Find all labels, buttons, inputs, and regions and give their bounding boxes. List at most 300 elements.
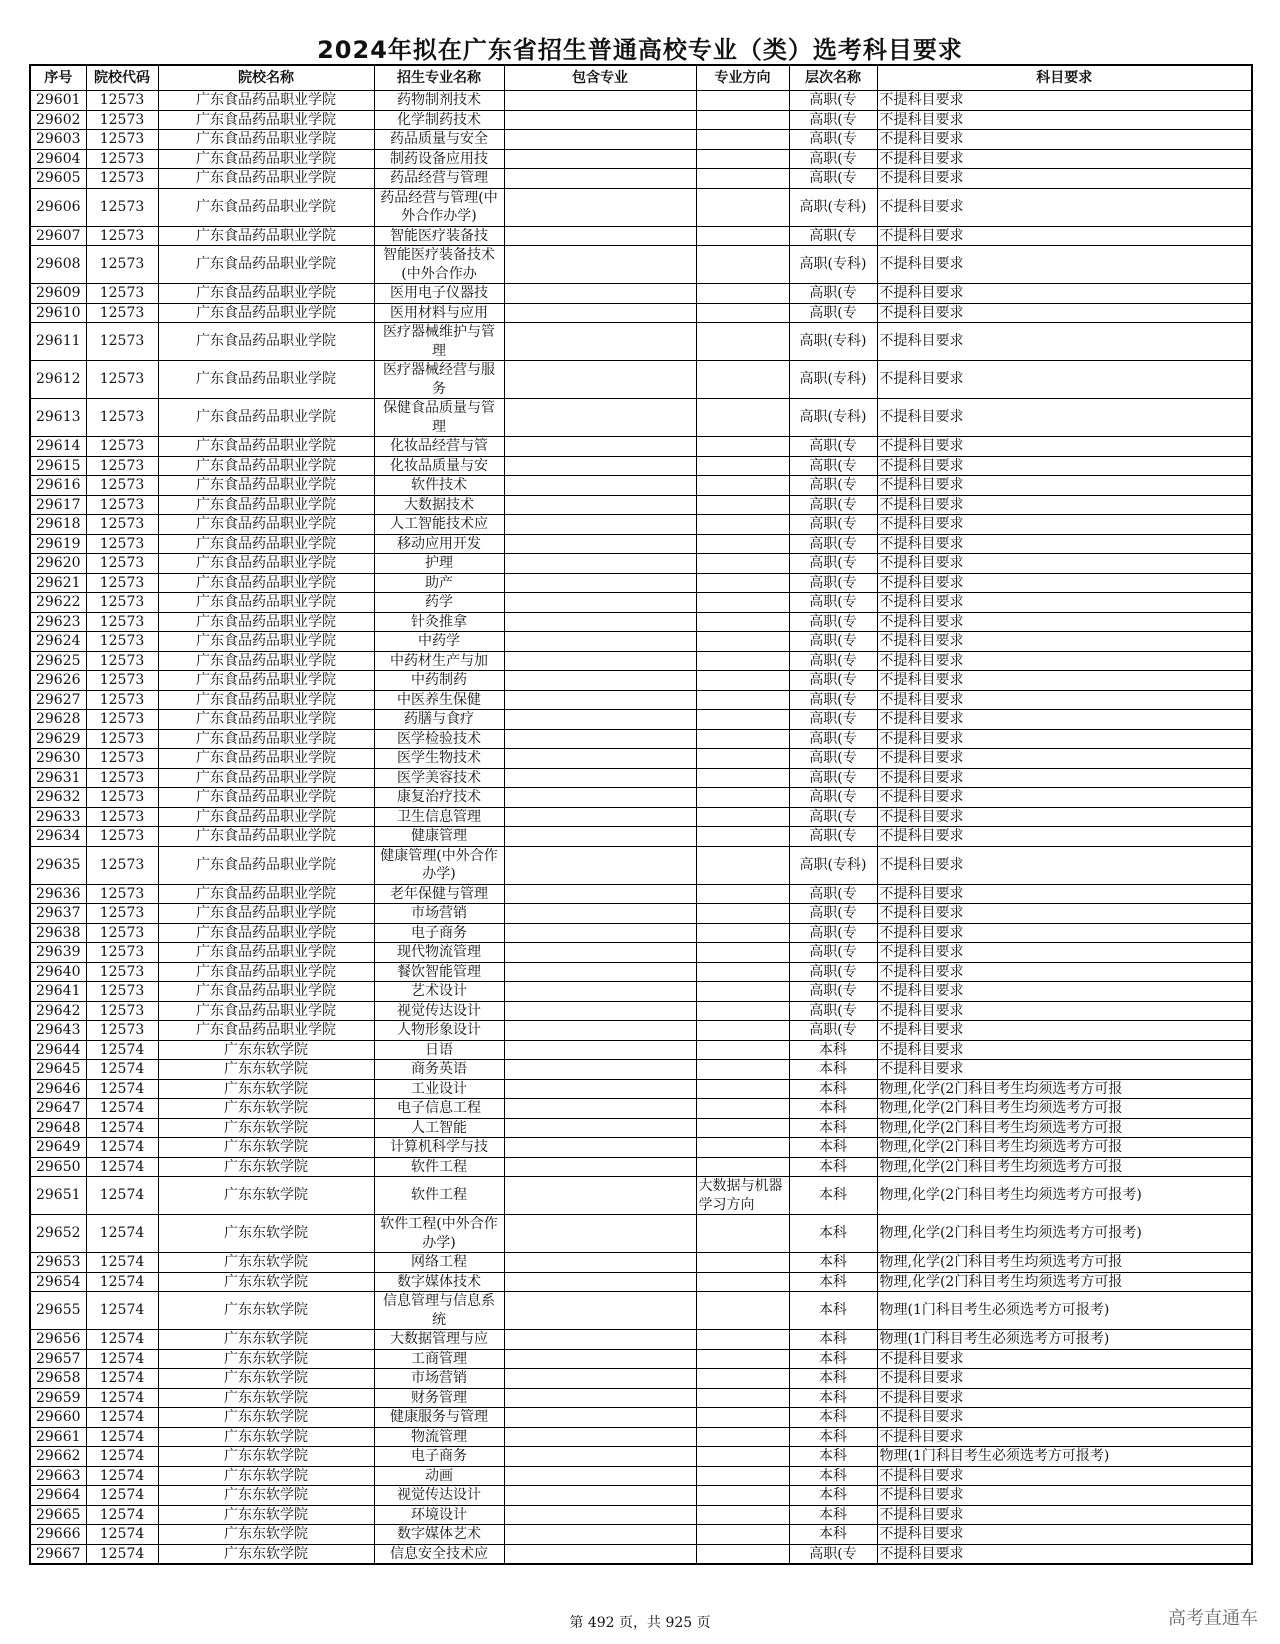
- table-cell: 中医养生保健: [374, 690, 504, 710]
- table-cell: [696, 515, 789, 535]
- table-row: [30, 1408, 1252, 1428]
- table-cell: 12574: [86, 1427, 158, 1447]
- table-cell: 广东食品药品职业学院: [158, 130, 374, 150]
- table-cell: 广东食品药品职业学院: [158, 962, 374, 982]
- table-cell: [504, 1369, 696, 1389]
- table-cell: [696, 1099, 789, 1119]
- table-cell: 29616: [30, 476, 86, 496]
- table-cell: [504, 399, 696, 437]
- table-cell: 不提科目要求: [877, 169, 1252, 189]
- table-cell: [696, 130, 789, 150]
- table-row: [30, 1525, 1252, 1545]
- table-cell: 12573: [86, 827, 158, 847]
- table-row: [30, 651, 1252, 671]
- table-cell: [504, 1079, 696, 1099]
- table-cell: 不提科目要求: [877, 1369, 1252, 1389]
- table-cell: 本科: [789, 1040, 877, 1060]
- table-cell: [696, 188, 789, 226]
- table-cell: 29626: [30, 671, 86, 691]
- table-cell: 市场营销: [374, 904, 504, 924]
- table-cell: 物理,化学(2门科目考生均须选考方可报: [877, 1272, 1252, 1292]
- table-cell: 不提科目要求: [877, 534, 1252, 554]
- table-cell: 高职(专: [789, 1021, 877, 1041]
- table-cell: 29638: [30, 923, 86, 943]
- table-cell: 29631: [30, 768, 86, 788]
- table-cell: [504, 1215, 696, 1253]
- table-cell: [504, 904, 696, 924]
- table-cell: 29634: [30, 827, 86, 847]
- table-cell: 不提科目要求: [877, 1505, 1252, 1525]
- requirements-table: [29, 64, 1253, 1565]
- table-cell: 12573: [86, 399, 158, 437]
- table-cell: 29637: [30, 904, 86, 924]
- table-cell: 不提科目要求: [877, 788, 1252, 808]
- table-cell: [696, 904, 789, 924]
- table-cell: 29645: [30, 1060, 86, 1080]
- table-row: [30, 226, 1252, 246]
- table-cell: 信息管理与信息系统: [374, 1292, 504, 1330]
- table-cell: 软件工程: [374, 1177, 504, 1215]
- table-row: [30, 1118, 1252, 1138]
- table-cell: 广东东软学院: [158, 1544, 374, 1564]
- table-cell: 12573: [86, 710, 158, 730]
- table-cell: 12574: [86, 1040, 158, 1060]
- table-cell: 广东食品药品职业学院: [158, 943, 374, 963]
- table-cell: 12573: [86, 303, 158, 323]
- table-cell: 不提科目要求: [877, 690, 1252, 710]
- table-cell: 不提科目要求: [877, 671, 1252, 691]
- table-row: [30, 904, 1252, 924]
- table-cell: [696, 437, 789, 457]
- table-cell: [696, 110, 789, 130]
- table-cell: 12574: [86, 1349, 158, 1369]
- table-cell: 医学美容技术: [374, 768, 504, 788]
- table-cell: 29612: [30, 361, 86, 399]
- table-row: [30, 188, 1252, 226]
- table-cell: [504, 807, 696, 827]
- table-cell: 物理,化学(2门科目考生均须选考方可报: [877, 1253, 1252, 1273]
- table-cell: [696, 729, 789, 749]
- table-cell: [696, 1040, 789, 1060]
- table-cell: [504, 884, 696, 904]
- table-cell: 12574: [86, 1157, 158, 1177]
- table-cell: 29632: [30, 788, 86, 808]
- table-cell: 高职(专: [789, 904, 877, 924]
- table-row: [30, 110, 1252, 130]
- table-cell: 不提科目要求: [877, 437, 1252, 457]
- table-cell: 不提科目要求: [877, 1486, 1252, 1506]
- table-row: [30, 788, 1252, 808]
- table-cell: 12573: [86, 226, 158, 246]
- table-cell: 12574: [86, 1544, 158, 1564]
- table-cell: 广东食品药品职业学院: [158, 110, 374, 130]
- table-row: [30, 1330, 1252, 1350]
- table-cell: 不提科目要求: [877, 1040, 1252, 1060]
- table-cell: 高职(专: [789, 284, 877, 304]
- table-cell: 中药学: [374, 632, 504, 652]
- table-cell: 12573: [86, 768, 158, 788]
- table-cell: 老年保健与管理: [374, 884, 504, 904]
- table-cell: [504, 827, 696, 847]
- table-cell: 不提科目要求: [877, 284, 1252, 304]
- table-cell: 智能医疗装备技: [374, 226, 504, 246]
- table-cell: 广东东软学院: [158, 1157, 374, 1177]
- table-row: [30, 169, 1252, 189]
- table-row: [30, 1177, 1252, 1215]
- table-cell: 12573: [86, 729, 158, 749]
- table-cell: 广东东软学院: [158, 1060, 374, 1080]
- table-cell: 12574: [86, 1408, 158, 1428]
- table-cell: 广东东软学院: [158, 1466, 374, 1486]
- table-cell: 本科: [789, 1060, 877, 1080]
- table-cell: [696, 149, 789, 169]
- table-row: [30, 495, 1252, 515]
- table-cell: 本科: [789, 1177, 877, 1215]
- table-cell: 29643: [30, 1021, 86, 1041]
- table-cell: 健康管理: [374, 827, 504, 847]
- table-cell: 医用电子仪器技: [374, 284, 504, 304]
- table-cell: 大数据技术: [374, 495, 504, 515]
- table-cell: 人工智能: [374, 1118, 504, 1138]
- table-cell: 广东食品药品职业学院: [158, 749, 374, 769]
- table-cell: 29654: [30, 1272, 86, 1292]
- table-cell: 广东食品药品职业学院: [158, 788, 374, 808]
- table-cell: [504, 130, 696, 150]
- table-cell: 29620: [30, 554, 86, 574]
- table-cell: 12574: [86, 1369, 158, 1389]
- table-cell: 不提科目要求: [877, 110, 1252, 130]
- table-cell: 12574: [86, 1138, 158, 1158]
- table-row: [30, 1001, 1252, 1021]
- table-cell: 29607: [30, 226, 86, 246]
- table-cell: [504, 651, 696, 671]
- table-row: [30, 91, 1252, 111]
- table-cell: 29627: [30, 690, 86, 710]
- table-cell: 不提科目要求: [877, 1349, 1252, 1369]
- table-cell: 不提科目要求: [877, 573, 1252, 593]
- table-cell: 29641: [30, 982, 86, 1002]
- table-cell: 高职(专: [789, 632, 877, 652]
- table-row: [30, 1060, 1252, 1080]
- table-row: [30, 1466, 1252, 1486]
- table-cell: 高职(专: [789, 884, 877, 904]
- table-row: [30, 554, 1252, 574]
- table-cell: 数字媒体技术: [374, 1272, 504, 1292]
- table-cell: 广东食品药品职业学院: [158, 91, 374, 111]
- table-cell: 29609: [30, 284, 86, 304]
- table-cell: 高职(专: [789, 690, 877, 710]
- table-cell: [504, 149, 696, 169]
- table-cell: [696, 1253, 789, 1273]
- table-cell: 不提科目要求: [877, 1001, 1252, 1021]
- table-cell: 本科: [789, 1157, 877, 1177]
- table-row: [30, 593, 1252, 613]
- table-cell: [696, 361, 789, 399]
- table-row: [30, 1272, 1252, 1292]
- table-cell: [696, 1118, 789, 1138]
- table-cell: 29605: [30, 169, 86, 189]
- table-cell: 高职(专: [789, 923, 877, 943]
- page-footer: 第 492 页，共 925 页: [569, 1615, 711, 1631]
- table-cell: [504, 1272, 696, 1292]
- table-cell: 本科: [789, 1138, 877, 1158]
- table-cell: 不提科目要求: [877, 943, 1252, 963]
- table-cell: 12573: [86, 612, 158, 632]
- table-cell: 健康服务与管理: [374, 1408, 504, 1428]
- table-cell: 12573: [86, 632, 158, 652]
- table-cell: 高职(专科): [789, 323, 877, 361]
- table-cell: 物理,化学(2门科目考生均须选考方可报: [877, 1138, 1252, 1158]
- table-cell: 广东食品药品职业学院: [158, 323, 374, 361]
- table-cell: 高职(专科): [789, 246, 877, 284]
- table-cell: 物理(1门科目考生必须选考方可报考): [877, 1447, 1252, 1467]
- table-cell: [696, 1215, 789, 1253]
- table-cell: 不提科目要求: [877, 651, 1252, 671]
- table-cell: [696, 1505, 789, 1525]
- table-cell: 12573: [86, 1001, 158, 1021]
- table-cell: 29619: [30, 534, 86, 554]
- table-cell: 高职(专: [789, 593, 877, 613]
- table-cell: 软件技术: [374, 476, 504, 496]
- table-row: [30, 884, 1252, 904]
- table-cell: [696, 710, 789, 730]
- table-cell: 12574: [86, 1272, 158, 1292]
- table-cell: 12574: [86, 1486, 158, 1506]
- table-row: [30, 1486, 1252, 1506]
- table-cell: 不提科目要求: [877, 1408, 1252, 1428]
- table-cell: 12573: [86, 904, 158, 924]
- table-cell: 29652: [30, 1215, 86, 1253]
- table-cell: [696, 982, 789, 1002]
- table-cell: [504, 361, 696, 399]
- table-cell: 12573: [86, 515, 158, 535]
- table-cell: 不提科目要求: [877, 515, 1252, 535]
- table-cell: [504, 1118, 696, 1138]
- table-cell: 工业设计: [374, 1079, 504, 1099]
- table-cell: 广东食品药品职业学院: [158, 671, 374, 691]
- table-cell: 广东食品药品职业学院: [158, 884, 374, 904]
- table-row: [30, 1388, 1252, 1408]
- table-cell: 12574: [86, 1215, 158, 1253]
- table-cell: 12573: [86, 110, 158, 130]
- table-cell: 29662: [30, 1447, 86, 1467]
- table-cell: [696, 1272, 789, 1292]
- table-cell: 广东食品药品职业学院: [158, 827, 374, 847]
- table-cell: [504, 284, 696, 304]
- table-cell: 智能医疗装备技术(中外合作办: [374, 246, 504, 284]
- table-cell: 12574: [86, 1099, 158, 1119]
- table-cell: [696, 651, 789, 671]
- table-row: [30, 1021, 1252, 1041]
- table-cell: 29623: [30, 612, 86, 632]
- table-cell: 广东食品药品职业学院: [158, 149, 374, 169]
- table-cell: [504, 729, 696, 749]
- table-cell: 12573: [86, 149, 158, 169]
- table-cell: 化妆品经营与管: [374, 437, 504, 457]
- header-cell: 层次名称: [789, 65, 877, 91]
- table-cell: 12574: [86, 1466, 158, 1486]
- table-cell: 29604: [30, 149, 86, 169]
- table-cell: [504, 1253, 696, 1273]
- table-cell: 29635: [30, 846, 86, 884]
- table-cell: 广东食品药品职业学院: [158, 710, 374, 730]
- table-cell: 12574: [86, 1388, 158, 1408]
- table-cell: [504, 1505, 696, 1525]
- table-cell: 29647: [30, 1099, 86, 1119]
- table-cell: 不提科目要求: [877, 1060, 1252, 1080]
- table-cell: [504, 495, 696, 515]
- table-cell: 餐饮智能管理: [374, 962, 504, 982]
- table-cell: 高职(专: [789, 962, 877, 982]
- table-cell: 不提科目要求: [877, 807, 1252, 827]
- table-cell: 高职(专: [789, 612, 877, 632]
- table-row: [30, 749, 1252, 769]
- table-cell: 12573: [86, 323, 158, 361]
- table-cell: [696, 1369, 789, 1389]
- table-cell: 动画: [374, 1466, 504, 1486]
- table-cell: 29657: [30, 1349, 86, 1369]
- table-row: [30, 246, 1252, 284]
- table-row: [30, 515, 1252, 535]
- table-cell: 29663: [30, 1466, 86, 1486]
- table-cell: 不提科目要求: [877, 1021, 1252, 1041]
- table-row: [30, 1505, 1252, 1525]
- table-cell: 29644: [30, 1040, 86, 1060]
- table-cell: 高职(专: [789, 476, 877, 496]
- table-cell: 广东东软学院: [158, 1408, 374, 1428]
- table-cell: 不提科目要求: [877, 323, 1252, 361]
- table-row: [30, 1215, 1252, 1253]
- table-cell: [696, 1486, 789, 1506]
- table-cell: 29666: [30, 1525, 86, 1545]
- table-cell: [696, 1330, 789, 1350]
- table-cell: 12573: [86, 284, 158, 304]
- table-cell: 本科: [789, 1369, 877, 1389]
- table-cell: 12574: [86, 1330, 158, 1350]
- table-cell: 电子信息工程: [374, 1099, 504, 1119]
- table-cell: 12573: [86, 651, 158, 671]
- table-cell: 不提科目要求: [877, 1525, 1252, 1545]
- table-cell: 广东东软学院: [158, 1505, 374, 1525]
- table-row: [30, 768, 1252, 788]
- table-cell: [504, 1060, 696, 1080]
- table-row: [30, 982, 1252, 1002]
- table-cell: [504, 923, 696, 943]
- table-cell: [504, 534, 696, 554]
- table-cell: 电子商务: [374, 923, 504, 943]
- table-cell: 广东食品药品职业学院: [158, 846, 374, 884]
- table-row: [30, 729, 1252, 749]
- table-cell: [504, 1157, 696, 1177]
- table-cell: 高职(专: [789, 303, 877, 323]
- table-cell: 广东食品药品职业学院: [158, 612, 374, 632]
- table-cell: 广东食品药品职业学院: [158, 807, 374, 827]
- table-cell: [696, 827, 789, 847]
- table-cell: [504, 612, 696, 632]
- table-cell: [504, 710, 696, 730]
- table-cell: 高职(专: [789, 110, 877, 130]
- table-cell: 不提科目要求: [877, 456, 1252, 476]
- table-cell: 广东东软学院: [158, 1427, 374, 1447]
- table-cell: [504, 632, 696, 652]
- table-cell: 12573: [86, 456, 158, 476]
- table-cell: 广东食品药品职业学院: [158, 690, 374, 710]
- table-cell: 12573: [86, 437, 158, 457]
- table-cell: [504, 1486, 696, 1506]
- table-cell: 广东食品药品职业学院: [158, 437, 374, 457]
- table-cell: 不提科目要求: [877, 149, 1252, 169]
- table-cell: 广东食品药品职业学院: [158, 495, 374, 515]
- table-cell: 助产: [374, 573, 504, 593]
- table-cell: 广东食品药品职业学院: [158, 246, 374, 284]
- table-cell: 高职(专: [789, 1544, 877, 1564]
- table-cell: 不提科目要求: [877, 476, 1252, 496]
- table-cell: 不提科目要求: [877, 612, 1252, 632]
- table-cell: 高职(专: [789, 130, 877, 150]
- table-row: [30, 284, 1252, 304]
- table-row: [30, 323, 1252, 361]
- table-cell: 29615: [30, 456, 86, 476]
- table-cell: 29642: [30, 1001, 86, 1021]
- table-cell: 电子商务: [374, 1447, 504, 1467]
- table-cell: 物理,化学(2门科目考生均须选考方可报: [877, 1079, 1252, 1099]
- table-cell: [504, 1427, 696, 1447]
- table-row: [30, 1253, 1252, 1273]
- table-cell: 广东食品药品职业学院: [158, 768, 374, 788]
- table-cell: 12574: [86, 1079, 158, 1099]
- table-cell: 不提科目要求: [877, 246, 1252, 284]
- table-cell: 药物制剂技术: [374, 91, 504, 111]
- table-cell: [696, 1544, 789, 1564]
- table-cell: [504, 226, 696, 246]
- table-cell: 针灸推拿: [374, 612, 504, 632]
- table-cell: [696, 1408, 789, 1428]
- table-cell: 中药制药: [374, 671, 504, 691]
- table-cell: [696, 495, 789, 515]
- table-row: [30, 534, 1252, 554]
- table-row: [30, 690, 1252, 710]
- table-cell: [696, 1447, 789, 1467]
- table-cell: [696, 1079, 789, 1099]
- table-cell: 广东东软学院: [158, 1118, 374, 1138]
- table-row: [30, 1040, 1252, 1060]
- table-row: [30, 846, 1252, 884]
- table-cell: 广东东软学院: [158, 1253, 374, 1273]
- table-cell: [696, 246, 789, 284]
- table-cell: 不提科目要求: [877, 91, 1252, 111]
- table-header-row: [30, 65, 1252, 91]
- table-cell: 医学检验技术: [374, 729, 504, 749]
- table-cell: 12573: [86, 91, 158, 111]
- table-cell: 药品经营与管理(中外合作办学): [374, 188, 504, 226]
- table-cell: 软件工程(中外合作办学): [374, 1215, 504, 1253]
- table-cell: 12574: [86, 1292, 158, 1330]
- table-cell: 广东食品药品职业学院: [158, 1001, 374, 1021]
- table-cell: 12573: [86, 690, 158, 710]
- table-cell: 本科: [789, 1408, 877, 1428]
- table-cell: 广东食品药品职业学院: [158, 361, 374, 399]
- table-cell: 物理(1门科目考生必须选考方可报考): [877, 1330, 1252, 1350]
- table-cell: 本科: [789, 1388, 877, 1408]
- table-cell: 不提科目要求: [877, 729, 1252, 749]
- header-cell: 院校名称: [158, 65, 374, 91]
- table-cell: [696, 788, 789, 808]
- table-row: [30, 1427, 1252, 1447]
- table-cell: [696, 303, 789, 323]
- table-cell: 本科: [789, 1253, 877, 1273]
- table-cell: 12573: [86, 846, 158, 884]
- table-cell: 化妆品质量与安: [374, 456, 504, 476]
